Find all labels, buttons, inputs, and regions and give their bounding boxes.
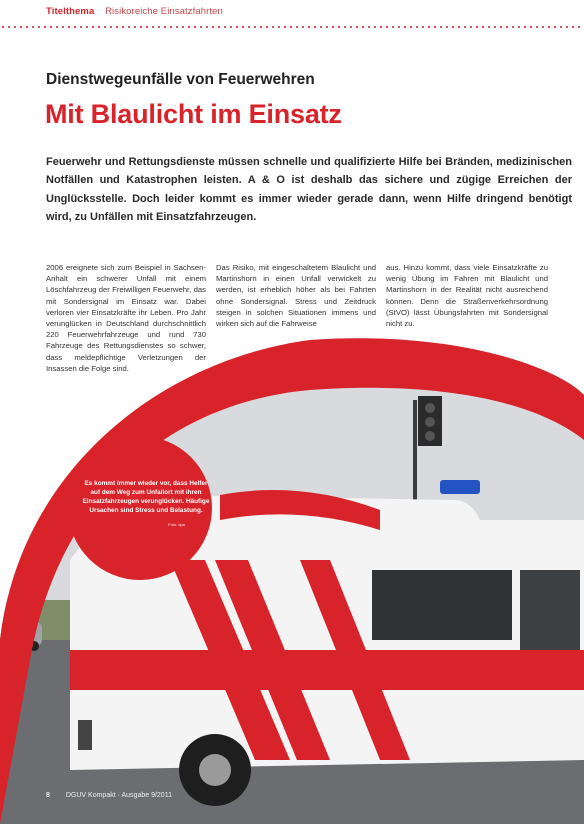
page-footer bbox=[46, 792, 172, 799]
magazine-name: DGUV Kompakt · Ausgabe 9/2011 bbox=[65, 792, 172, 799]
section-kicker: Titelthema bbox=[46, 6, 95, 17]
page-number: 8 bbox=[46, 792, 50, 799]
article-subtitle: Dienstwegeunfälle von Feuerwehren bbox=[46, 71, 315, 88]
article-lead: Feuerwehr und Rettungsdienste müssen schnelle und qualifizierte Hilfe bei Bränden, medizinischen Notfällen und Katastrophen leisten. A & O ist deshalb das sichere und zügige Erreichen der Unglücksstelle. Doch leider kommt es immer wieder gerade dann, wenn Hilfe dringend benötigt wird, zu Unfällen mit Einsatzfahrzeugen. bbox=[46, 156, 572, 223]
article-title: Mit Blaulicht im Einsatz bbox=[45, 99, 342, 129]
blue-light-icon bbox=[440, 480, 480, 494]
photo-credit: Foto: dpa bbox=[168, 522, 185, 527]
article-column-2: Das Risiko, mit eingeschaltetem Blaulicht und Martinshorn in einen Unfall verwickelt zu werden, ist erheblich höher als bei Fahrten ohne Sondersignal. Stress und Zeitdruck steigen in solchen Situationen immens und wirken sich auf die Fahrweise bbox=[216, 263, 376, 329]
section-topic: Risikoreiche Einsatzfahrten bbox=[105, 6, 223, 17]
pull-quote: Es kommt immer wieder vor, dass Helfer auf dem Weg zum Unfallort mit ihren Einsatzfahrzeugen verunglücken. Häufige Ursachen sind Stress und Belastung. bbox=[82, 480, 210, 514]
article-column-3: aus. Hinzu kommt, dass viele Einsatzkräfte zu wenig Übung im Fahren mit Blaulicht und Martinshorn in der Realität nicht ausreichend können. Denn die Straßenverkehrsordnung (StVO) lässt Übungsfahrten mit Sondersignal nicht zu. bbox=[386, 263, 548, 329]
article-column-1: 2006 ereignete sich zum Beispiel in Sachsen-Anhalt ein schwerer Unfall mit einem Löschfahrzeug der Freiwilligen Feuerwehr, das mit Sondersignal im Einsatz war. Dabei verloren vier Einsatzkräfte ihr Leben. Pro Jahr verunglücken in Deutschland durchschnittlich 220 Feuerwehrfahrzeuge und rund 730 Fahrzeuge des Rettungsdienstes so schwer, dass meldepflichtige Verletzungen der Insassen die Folge sind. bbox=[46, 263, 206, 373]
